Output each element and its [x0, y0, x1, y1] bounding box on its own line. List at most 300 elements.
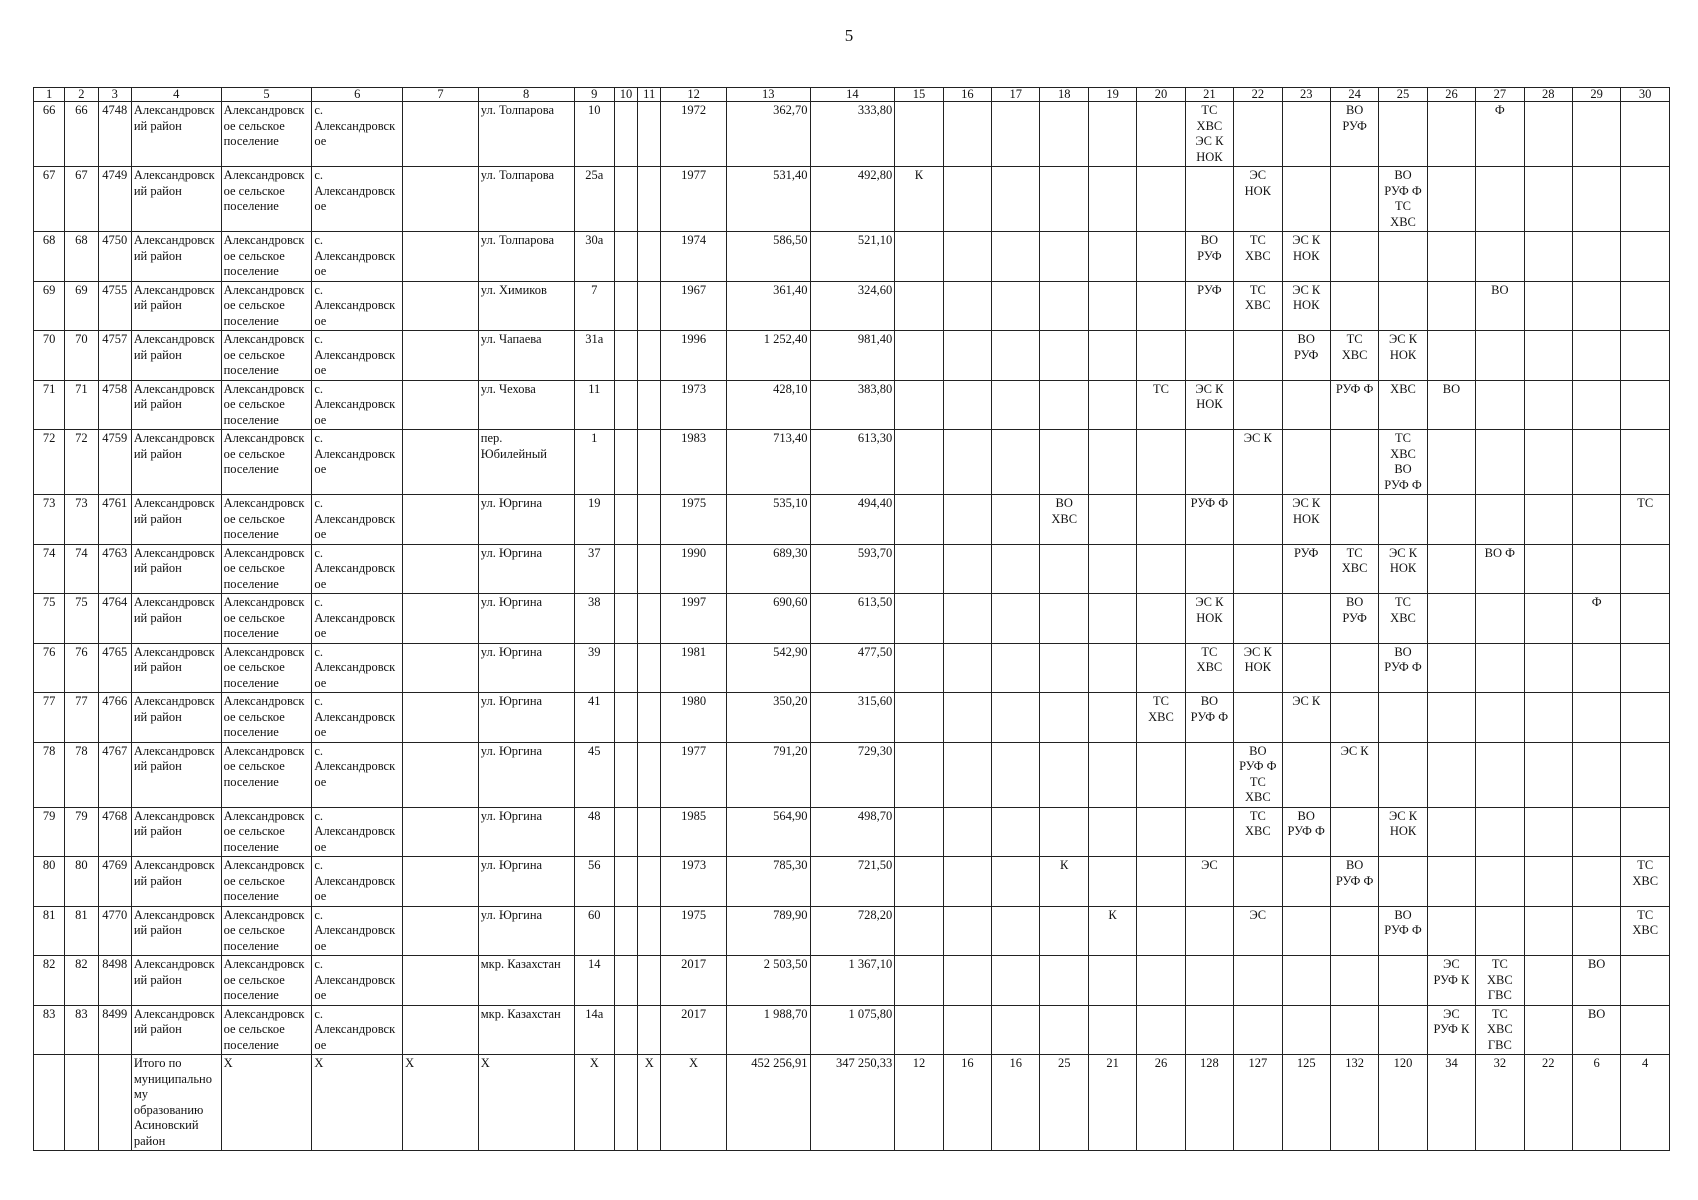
- year-cell: 1983: [661, 430, 727, 495]
- empty-cell: [1427, 495, 1475, 545]
- locality-cell: с. Александровское: [312, 594, 403, 644]
- empty-cell: [1621, 643, 1670, 693]
- year-cell: 1975: [661, 495, 727, 545]
- empty-cell: [1572, 643, 1620, 693]
- year-cell: 1972: [661, 102, 727, 167]
- empty-cell: [614, 906, 637, 956]
- empty-cell: [895, 807, 943, 857]
- empty-cell: [1088, 495, 1136, 545]
- row-number-cell: 76: [65, 643, 98, 693]
- column-header: 4: [131, 88, 221, 102]
- district-cell: Александровский район: [131, 430, 221, 495]
- district-cell: Александровский район: [131, 1005, 221, 1055]
- empty-cell: [1427, 544, 1475, 594]
- total-area-cell: 785,30: [726, 857, 810, 907]
- empty-cell: [1137, 167, 1185, 232]
- empty-cell: [403, 956, 479, 1006]
- total-count-cell: 25: [1040, 1055, 1088, 1151]
- column-header: 11: [638, 88, 661, 102]
- empty-cell: [895, 495, 943, 545]
- settlement-cell: Александровское сельское поселение: [221, 102, 312, 167]
- total-area-cell: 361,40: [726, 281, 810, 331]
- row-number-cell: 75: [65, 594, 98, 644]
- empty-cell: [992, 167, 1040, 232]
- empty-cell: [65, 1055, 98, 1151]
- empty-cell: [614, 1005, 637, 1055]
- empty-cell: [614, 380, 637, 430]
- empty-cell: [1621, 232, 1670, 282]
- house-number-cell: 30а: [574, 232, 614, 282]
- total-area-cell: 586,50: [726, 232, 810, 282]
- work-mark-cell: К: [1040, 857, 1088, 907]
- table-row: [34, 380, 1670, 430]
- work-mark-cell: ЭС: [1185, 857, 1233, 907]
- column-header: 19: [1088, 88, 1136, 102]
- row-number-cell: 82: [65, 956, 98, 1006]
- work-mark-cell: ЭС НОК: [1234, 167, 1282, 232]
- empty-cell: [1572, 281, 1620, 331]
- empty-cell: [1234, 102, 1282, 167]
- empty-cell: [895, 331, 943, 381]
- locality-cell: с. Александровское: [312, 807, 403, 857]
- total-label-cell: Итого по муниципальному образованию Асиновский район: [131, 1055, 221, 1151]
- district-cell: Александровский район: [131, 380, 221, 430]
- empty-cell: [1282, 643, 1330, 693]
- empty-cell: [895, 1005, 943, 1055]
- empty-cell: [1088, 1005, 1136, 1055]
- settlement-cell: Александровское сельское поселение: [221, 857, 312, 907]
- column-header: 22: [1234, 88, 1282, 102]
- empty-cell: [1234, 594, 1282, 644]
- district-cell: Александровский район: [131, 495, 221, 545]
- living-area-cell: 613,30: [810, 430, 895, 495]
- work-mark-cell: ЭС К: [1282, 693, 1330, 743]
- table-row: [34, 693, 1670, 743]
- empty-cell: [1137, 331, 1185, 381]
- street-cell: ул. Юргина: [478, 594, 574, 644]
- row-number-cell: 78: [34, 742, 65, 807]
- year-cell: 1981: [661, 643, 727, 693]
- work-mark-cell: ВО: [1572, 1005, 1620, 1055]
- total-count-cell: 128: [1185, 1055, 1233, 1151]
- empty-cell: [1524, 232, 1572, 282]
- empty-cell: [1427, 102, 1475, 167]
- house-number-cell: 19: [574, 495, 614, 545]
- empty-cell: [614, 102, 637, 167]
- empty-cell: [1379, 495, 1427, 545]
- empty-cell: [1621, 380, 1670, 430]
- year-cell: 2017: [661, 956, 727, 1006]
- empty-cell: [1282, 857, 1330, 907]
- work-mark-cell: ВО РУФ: [1330, 102, 1378, 167]
- empty-cell: [1088, 742, 1136, 807]
- empty-cell: [1524, 380, 1572, 430]
- empty-cell: [1185, 807, 1233, 857]
- district-cell: Александровский район: [131, 906, 221, 956]
- empty-cell: [992, 807, 1040, 857]
- empty-cell: [1524, 167, 1572, 232]
- total-area-cell: 2 503,50: [726, 956, 810, 1006]
- empty-cell: [895, 857, 943, 907]
- living-area-cell: 729,30: [810, 742, 895, 807]
- empty-cell: [403, 102, 479, 167]
- empty-cell: [1088, 544, 1136, 594]
- empty-cell: [1621, 430, 1670, 495]
- empty-cell: [1185, 956, 1233, 1006]
- empty-cell: [1234, 380, 1282, 430]
- work-mark-cell: ВО ХВС: [1040, 495, 1088, 545]
- total-count-cell: 132: [1330, 1055, 1378, 1151]
- empty-cell: [1330, 232, 1378, 282]
- empty-cell: [1621, 1005, 1670, 1055]
- empty-cell: [943, 495, 991, 545]
- empty-cell: [1282, 167, 1330, 232]
- empty-cell: [614, 281, 637, 331]
- street-cell: ул. Юргина: [478, 807, 574, 857]
- empty-cell: [638, 1005, 661, 1055]
- work-mark-cell: ТС ХВС: [1234, 281, 1282, 331]
- empty-cell: [992, 956, 1040, 1006]
- object-code-cell: 8499: [98, 1005, 131, 1055]
- row-number-cell: 81: [34, 906, 65, 956]
- empty-cell: [1476, 232, 1524, 282]
- empty-cell: [1621, 167, 1670, 232]
- work-mark-cell: ХВС: [1379, 380, 1427, 430]
- work-mark-cell: ВО: [1427, 380, 1475, 430]
- settlement-cell: Александровское сельское поселение: [221, 495, 312, 545]
- settlement-cell: Александровское сельское поселение: [221, 167, 312, 232]
- empty-cell: [1040, 807, 1088, 857]
- table-row: [34, 643, 1670, 693]
- empty-cell: [1137, 742, 1185, 807]
- column-header: 17: [992, 88, 1040, 102]
- column-header: 25: [1379, 88, 1427, 102]
- empty-cell: [1234, 693, 1282, 743]
- work-mark-cell: ЭС К НОК: [1282, 232, 1330, 282]
- empty-cell: [895, 430, 943, 495]
- work-mark-cell: ЭС К НОК: [1379, 807, 1427, 857]
- house-number-cell: 56: [574, 857, 614, 907]
- row-number-cell: 70: [65, 331, 98, 381]
- locality-cell: с. Александровское: [312, 1005, 403, 1055]
- row-number-cell: 67: [34, 167, 65, 232]
- empty-cell: [992, 742, 1040, 807]
- district-cell: Александровский район: [131, 331, 221, 381]
- empty-cell: [638, 281, 661, 331]
- work-mark-cell: ЭС К: [1234, 430, 1282, 495]
- column-header: 13: [726, 88, 810, 102]
- street-cell: ул. Чехова: [478, 380, 574, 430]
- column-header: 28: [1524, 88, 1572, 102]
- living-area-cell: 494,40: [810, 495, 895, 545]
- total-placeholder-cell: Х: [403, 1055, 479, 1151]
- house-number-cell: 60: [574, 906, 614, 956]
- empty-cell: [1282, 380, 1330, 430]
- house-number-cell: 39: [574, 643, 614, 693]
- column-header: 20: [1137, 88, 1185, 102]
- total-area-cell: 564,90: [726, 807, 810, 857]
- empty-cell: [1088, 643, 1136, 693]
- living-area-cell: 613,50: [810, 594, 895, 644]
- settlement-cell: Александровское сельское поселение: [221, 906, 312, 956]
- work-mark-cell: Ф: [1476, 102, 1524, 167]
- living-area-cell: 324,60: [810, 281, 895, 331]
- empty-cell: [992, 232, 1040, 282]
- empty-cell: [1476, 594, 1524, 644]
- empty-cell: [1234, 1005, 1282, 1055]
- object-code-cell: 4761: [98, 495, 131, 545]
- empty-cell: [1476, 167, 1524, 232]
- house-number-cell: 14: [574, 956, 614, 1006]
- empty-cell: [943, 643, 991, 693]
- empty-cell: [1330, 643, 1378, 693]
- total-count-cell: 16: [943, 1055, 991, 1151]
- year-cell: 1974: [661, 232, 727, 282]
- locality-cell: с. Александровское: [312, 693, 403, 743]
- empty-cell: [992, 693, 1040, 743]
- empty-cell: [1621, 956, 1670, 1006]
- empty-cell: [1040, 167, 1088, 232]
- object-code-cell: 4758: [98, 380, 131, 430]
- empty-cell: [1282, 956, 1330, 1006]
- street-cell: ул. Юргина: [478, 495, 574, 545]
- empty-cell: [614, 544, 637, 594]
- empty-cell: [1282, 594, 1330, 644]
- empty-cell: [403, 857, 479, 907]
- district-cell: Александровский район: [131, 956, 221, 1006]
- empty-cell: [403, 167, 479, 232]
- settlement-cell: Александровское сельское поселение: [221, 643, 312, 693]
- year-cell: 1996: [661, 331, 727, 381]
- row-number-cell: 82: [34, 956, 65, 1006]
- empty-cell: [992, 430, 1040, 495]
- total-area-cell: 789,90: [726, 906, 810, 956]
- total-area-sum-cell: 452 256,91: [726, 1055, 810, 1151]
- empty-cell: [638, 167, 661, 232]
- district-cell: Александровский район: [131, 102, 221, 167]
- house-number-cell: 1: [574, 430, 614, 495]
- work-mark-cell: ВО РУФ Ф: [1379, 643, 1427, 693]
- column-number-row: [34, 88, 1670, 102]
- column-header: 26: [1427, 88, 1475, 102]
- object-code-cell: 4749: [98, 167, 131, 232]
- total-area-cell: 362,70: [726, 102, 810, 167]
- settlement-cell: Александровское сельское поселение: [221, 956, 312, 1006]
- year-cell: 1967: [661, 281, 727, 331]
- empty-cell: [1330, 1005, 1378, 1055]
- empty-cell: [1379, 956, 1427, 1006]
- empty-cell: [1427, 906, 1475, 956]
- house-number-cell: 41: [574, 693, 614, 743]
- column-header: 10: [614, 88, 637, 102]
- work-mark-cell: ВО РУФ Ф: [1282, 807, 1330, 857]
- column-header: 5: [221, 88, 312, 102]
- total-count-cell: 22: [1524, 1055, 1572, 1151]
- column-header: 16: [943, 88, 991, 102]
- year-cell: 1973: [661, 857, 727, 907]
- empty-cell: [403, 643, 479, 693]
- total-count-cell: 120: [1379, 1055, 1427, 1151]
- work-mark-cell: ТС: [1621, 495, 1670, 545]
- empty-cell: [943, 430, 991, 495]
- locality-cell: с. Александровское: [312, 495, 403, 545]
- year-cell: 1977: [661, 742, 727, 807]
- empty-cell: [1572, 742, 1620, 807]
- district-cell: Александровский район: [131, 544, 221, 594]
- work-mark-cell: ЭС К НОК: [1379, 331, 1427, 381]
- street-cell: ул. Юргина: [478, 643, 574, 693]
- table-row: [34, 544, 1670, 594]
- empty-cell: [1088, 956, 1136, 1006]
- empty-cell: [895, 594, 943, 644]
- total-placeholder-cell: Х: [312, 1055, 403, 1151]
- total-row: [34, 1055, 1670, 1151]
- locality-cell: с. Александровское: [312, 430, 403, 495]
- empty-cell: [1524, 857, 1572, 907]
- empty-cell: [1088, 807, 1136, 857]
- empty-cell: [1621, 594, 1670, 644]
- district-cell: Александровский район: [131, 594, 221, 644]
- empty-cell: [1476, 380, 1524, 430]
- empty-cell: [1621, 807, 1670, 857]
- year-cell: 1990: [661, 544, 727, 594]
- work-mark-cell: ЭС К НОК: [1282, 281, 1330, 331]
- empty-cell: [992, 643, 1040, 693]
- row-number-cell: 69: [34, 281, 65, 331]
- settlement-cell: Александровское сельское поселение: [221, 232, 312, 282]
- empty-cell: [1137, 1005, 1185, 1055]
- empty-cell: [1476, 643, 1524, 693]
- table-row: [34, 102, 1670, 167]
- empty-cell: [1282, 102, 1330, 167]
- total-count-cell: 21: [1088, 1055, 1136, 1151]
- work-mark-cell: ВО Ф: [1476, 544, 1524, 594]
- total-count-cell: 32: [1476, 1055, 1524, 1151]
- total-placeholder-cell: Х: [574, 1055, 614, 1151]
- object-code-cell: 4769: [98, 857, 131, 907]
- empty-cell: [1572, 906, 1620, 956]
- locality-cell: с. Александровское: [312, 742, 403, 807]
- empty-cell: [1330, 956, 1378, 1006]
- empty-cell: [1137, 544, 1185, 594]
- empty-cell: [638, 906, 661, 956]
- empty-cell: [1040, 693, 1088, 743]
- empty-cell: [992, 495, 1040, 545]
- empty-cell: [1088, 857, 1136, 907]
- row-number-cell: 81: [65, 906, 98, 956]
- work-mark-cell: ВО РУФ Ф: [1379, 906, 1427, 956]
- empty-cell: [1524, 594, 1572, 644]
- empty-cell: [1040, 281, 1088, 331]
- empty-cell: [1572, 807, 1620, 857]
- street-cell: ул. Толпарова: [478, 102, 574, 167]
- empty-cell: [1040, 331, 1088, 381]
- empty-cell: [614, 742, 637, 807]
- work-mark-cell: ВО РУФ Ф ТС ХВС: [1379, 167, 1427, 232]
- work-mark-cell: ТС ХВС: [1621, 857, 1670, 907]
- empty-cell: [1040, 742, 1088, 807]
- empty-cell: [614, 1055, 637, 1151]
- empty-cell: [1234, 544, 1282, 594]
- living-area-cell: 521,10: [810, 232, 895, 282]
- empty-cell: [1088, 380, 1136, 430]
- empty-cell: [1524, 956, 1572, 1006]
- empty-cell: [1572, 232, 1620, 282]
- row-number-cell: 83: [34, 1005, 65, 1055]
- column-header: 3: [98, 88, 131, 102]
- empty-cell: [895, 956, 943, 1006]
- settlement-cell: Александровское сельское поселение: [221, 594, 312, 644]
- empty-cell: [1572, 331, 1620, 381]
- work-mark-cell: ВО РУФ: [1185, 232, 1233, 282]
- row-number-cell: 76: [34, 643, 65, 693]
- street-cell: ул. Юргина: [478, 693, 574, 743]
- empty-cell: [943, 956, 991, 1006]
- empty-cell: [1330, 807, 1378, 857]
- table-row: [34, 331, 1670, 381]
- empty-cell: [992, 1005, 1040, 1055]
- work-mark-cell: ТС ХВС: [1621, 906, 1670, 956]
- total-count-cell: 16: [992, 1055, 1040, 1151]
- empty-cell: [1572, 167, 1620, 232]
- work-mark-cell: РУФ: [1282, 544, 1330, 594]
- empty-cell: [1137, 495, 1185, 545]
- work-mark-cell: ЭС К НОК: [1234, 643, 1282, 693]
- house-number-cell: 11: [574, 380, 614, 430]
- work-mark-cell: ВО РУФ: [1330, 594, 1378, 644]
- object-code-cell: 4748: [98, 102, 131, 167]
- house-number-cell: 25а: [574, 167, 614, 232]
- total-area-cell: 1 988,70: [726, 1005, 810, 1055]
- total-area-cell: 535,10: [726, 495, 810, 545]
- work-mark-cell: ВО: [1572, 956, 1620, 1006]
- work-mark-cell: ВО: [1476, 281, 1524, 331]
- empty-cell: [1282, 430, 1330, 495]
- total-placeholder-cell: Х: [638, 1055, 661, 1151]
- house-number-cell: 7: [574, 281, 614, 331]
- empty-cell: [1476, 331, 1524, 381]
- empty-cell: [1088, 102, 1136, 167]
- object-code-cell: 4767: [98, 742, 131, 807]
- work-mark-cell: ЭС: [1234, 906, 1282, 956]
- total-count-cell: 125: [1282, 1055, 1330, 1151]
- empty-cell: [614, 331, 637, 381]
- settlement-cell: Александровское сельское поселение: [221, 693, 312, 743]
- empty-cell: [614, 857, 637, 907]
- living-area-cell: 333,80: [810, 102, 895, 167]
- empty-cell: [895, 102, 943, 167]
- object-code-cell: 4755: [98, 281, 131, 331]
- work-mark-cell: ТС ХВС: [1379, 594, 1427, 644]
- empty-cell: [1137, 643, 1185, 693]
- empty-cell: [1379, 232, 1427, 282]
- work-mark-cell: К: [895, 167, 943, 232]
- empty-cell: [895, 643, 943, 693]
- work-mark-cell: ТС ХВС ЭС К НОК: [1185, 102, 1233, 167]
- empty-cell: [1040, 102, 1088, 167]
- empty-cell: [1185, 331, 1233, 381]
- house-number-cell: 10: [574, 102, 614, 167]
- row-number-cell: 66: [65, 102, 98, 167]
- work-mark-cell: ТС ХВС ВО РУФ Ф: [1379, 430, 1427, 495]
- settlement-cell: Александровское сельское поселение: [221, 331, 312, 381]
- column-header: 8: [478, 88, 574, 102]
- row-number-cell: 71: [65, 380, 98, 430]
- empty-cell: [1088, 594, 1136, 644]
- empty-cell: [1137, 956, 1185, 1006]
- empty-cell: [1572, 380, 1620, 430]
- total-count-cell: 4: [1621, 1055, 1670, 1151]
